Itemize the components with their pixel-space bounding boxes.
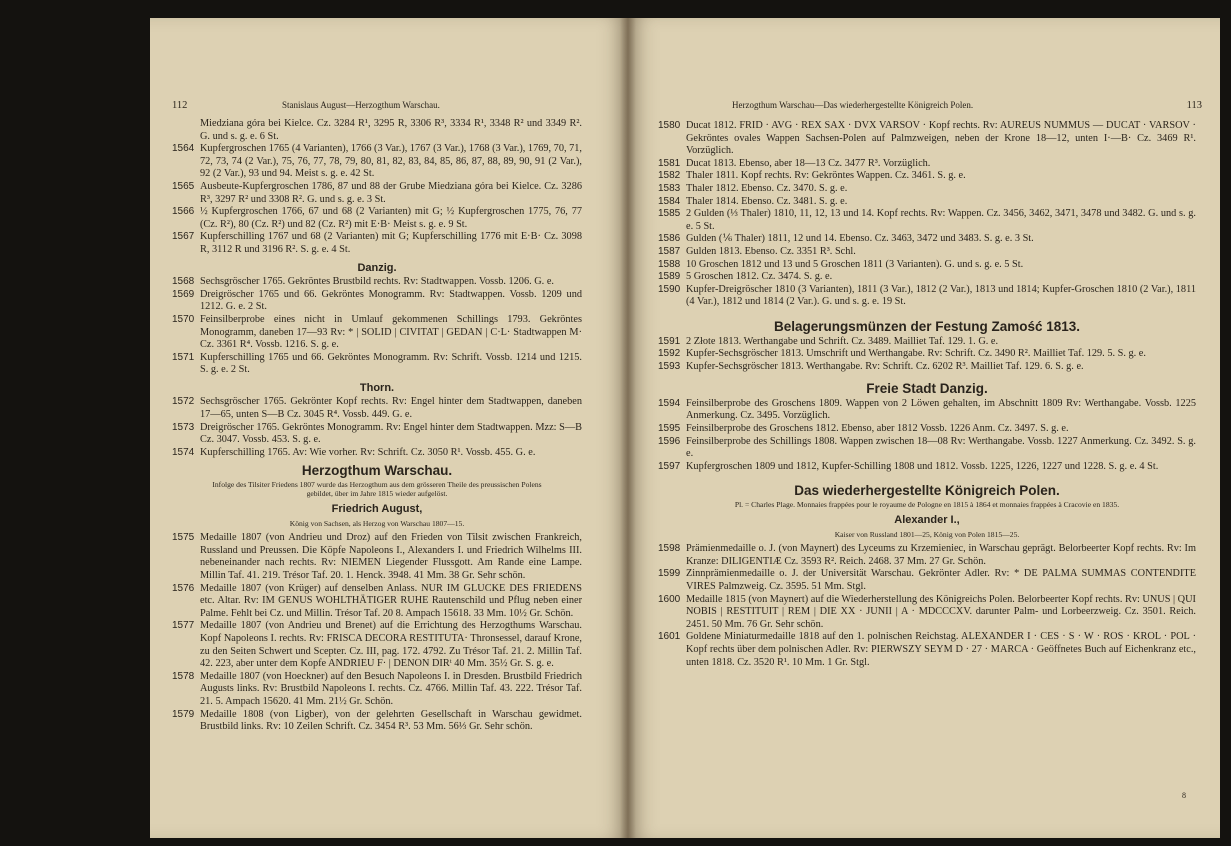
lead-text: Miedziana góra bei Kielce. Cz. 3284 R¹, 3295 R, 3306 R³, 3334 R¹, 3348 R² und 3349 R². G. und s. g. e. 6 St. xyxy=(200,118,582,142)
catalog-entry xyxy=(658,196,1196,209)
catalog-entry xyxy=(658,336,1196,349)
catalog-entry xyxy=(658,348,1196,361)
entry-number: 1591 xyxy=(658,335,681,347)
entry-number: 1574 xyxy=(172,446,195,458)
entry-text: Sechsgröscher 1765. Gekrönter Kopf rechts. Rv: Engel hinter dem Stadtwappen, daneben 17—65, unten S—B Cz. 3045 R⁴. Vossb. 449. G. e. xyxy=(200,396,582,421)
catalog-entry xyxy=(658,423,1196,436)
entry-text: Prämienmedaille o. J. (von Maynert) des Lyceums zu Krzemieniec, in Warschau geprägt. Belorbeerter Kopf rechts. Rv: Im Kranze: DILIGENTIÆ Cz. 3593 R². Reich. 2468. 37 Mm. 27 Gr. Schön. xyxy=(686,543,1196,567)
entry-number: 1588 xyxy=(658,258,681,270)
entry-number: 1583 xyxy=(658,182,681,194)
section-heading-freie-stadt-danzig: Freie Stadt Danzig. xyxy=(866,381,988,397)
entry-list-alexander xyxy=(658,543,1196,669)
entry-number: 1596 xyxy=(658,435,681,447)
entry-number: 1584 xyxy=(658,195,681,207)
entry-number: 1570 xyxy=(172,313,195,325)
ruler-subtitle-alexander: Kaiser von Russland 1801—25, König von Polen 1815—25. xyxy=(834,529,1020,539)
entry-text: Goldene Miniaturmedaille 1818 auf den 1. polnischen Reichstag. ALEXANDER I · CES · S · W · ROS · KROL · POL · Kopf rechts über dem polnischen Adler. Rv: PIERWSZY SEYM D · 27 · MARCA · Geöffnetes Buch auf Eichenkranz etc., unten 1818. Cz. 3520 R¹. 10 Mm. 1 Gr. Stgl. xyxy=(686,631,1196,668)
entry-text: Gulden (⅙ Thaler) 1811, 12 und 14. Ebenso. Cz. 3463, 3472 und 3483. S. g. e. 3 St. xyxy=(686,233,1034,245)
entry-text: Kupfergroschen 1765 (4 Varianten), 1766 (3 Var.), 1767 (3 Var.), 1768 (3 Var.), 1769, 70, 71, 72, 73, 74 (2 Var.), 75, 76, 77, 78, 79, 80, 81, 82, 83, 84, 85, 86, 87, 88, 89, 90, 91 (2 Var.), 92 (2 Var.), 93 und 94. Meist s. g. e. 42 St. xyxy=(200,143,582,180)
entry-text: Medaille 1808 (von Ligber), von der gelehrten Gesellschaft in Warschau gewidmet. Brustbild links. Rv: 10 Zeilen Schrift. Cz. 3454 R³. 53 Mm. 56⅓ Gr. Sehr schön. xyxy=(200,708,582,733)
entry-text: Feinsilberprobe des Groschens 1809. Wappen von 2 Löwen gehalten, im Abschnitt 1809 Rv: Werthangabe. Vossb. 1225 Anmerkung. Cz. 3495. Vorzüglich. xyxy=(686,397,1196,422)
open-book xyxy=(150,18,1220,838)
entry-list-coins xyxy=(658,120,1196,309)
entry-text: 10 Groschen 1812 und 13 und 5 Groschen 1811 (3 Varianten). G. und s. g. e. 5 St. xyxy=(686,258,1024,270)
entry-number: 1575 xyxy=(172,532,195,544)
entry-number: 1567 xyxy=(172,231,195,243)
entry-text: Feinsilberprobe des Schillings 1808. Wappen zwischen 18—08 Rv: Werthangabe. Vossb. 1227 Anmerkung. Cz. 3492. S. g. e. xyxy=(686,435,1196,460)
catalog-entry xyxy=(658,461,1196,474)
entry-number: 1572 xyxy=(172,396,195,408)
entry-number: 1578 xyxy=(172,670,195,682)
catalog-entry xyxy=(172,314,582,352)
entry-text: Ducat 1813. Ebenso, aber 18—13 Cz. 3477 R³. Vorzüglich. xyxy=(686,157,931,169)
entry-list-belagerung xyxy=(658,336,1196,374)
entry-text: Ducat 1812. FRID · AVG · REX SAX · DVX VARSOV · Kopf rechts. Rv: AUREUS NUMMUS — DUCAT · VARSOV · Gekröntes ovales Wappen Sachsen-Polen auf Palmzweigen, neben der Krone 18—12, unten I·—B· Cz. 3469 R¹. Vorzüglich. xyxy=(686,120,1196,157)
catalog-entry xyxy=(658,361,1196,374)
entry-text: Kupfer-Sechsgröscher 1813. Werthangabe. Rv: Schrift. Cz. 6202 R³. Mailliet Taf. 129. 6. S. g. e. xyxy=(686,360,1084,372)
entry-number: 1571 xyxy=(172,351,195,363)
entry-number: 1597 xyxy=(658,460,681,472)
entry-text: Medaille 1807 (von Krüger) auf denselben Anlass. NUR IM GLUCKE DES FRIEDENS etc. Altar. Rv: IM GENUS WOHLTHÄTIGER RUHE Rautenschild und Pflug neben einer Palme. Fehlt bei Cz. und Millin. Trésor Taf. 20 8. Ampach 15618. 33 Mm. 10½ Gr. Schön. xyxy=(200,582,582,619)
entry-text: Kupfer-Sechsgröscher 1813. Umschrift und Werthangabe. Rv: Schrift. Cz. 3490 R². Mailliet Taf. 129. 5. S. g. e. xyxy=(686,348,1146,360)
catalog-entry xyxy=(658,568,1196,593)
entry-number: 1569 xyxy=(172,288,195,300)
entry-number: 1587 xyxy=(658,245,681,257)
entry-number: 1593 xyxy=(658,360,681,372)
entry-number: 1564 xyxy=(172,143,195,155)
ruler-heading-friedrich: Friedrich August, xyxy=(331,503,423,516)
catalog-entry xyxy=(658,158,1196,171)
entry-number: 1586 xyxy=(658,233,681,245)
left-page-number: 112 xyxy=(172,100,188,111)
left-running-title: Stanislaus August—Herzogthum Warschau. xyxy=(282,100,440,110)
entry-number: 1599 xyxy=(658,568,681,580)
entry-text: Medaille 1807 (von Andrieu und Brenet) auf die Errichtung des Herzogthums Warschau. Kopf Napoleons I. rechts. Rv: FRISCA DECORA RESTITUTA· Thronsessel, darauf Krone, zu den Seiten Schwert und Scepter. Cz. III, pag. 172. 4792. Zu Trésor Taf. 21. 2. Millin Taf. 42. 223, aber unter dem Kopfe ANDRIEU F· | DENON DIRᵗ 40 Mm. 35½ Gr. S. g. e. xyxy=(200,620,582,670)
entry-text: 2 Gulden (⅓ Thaler) 1810, 11, 12, 13 und 14. Kopf rechts. Rv: Wappen. Cz. 3456, 3462, 3471, 3478 und 3482. G. und s. g. e. 5 St. xyxy=(686,208,1196,232)
book-gutter xyxy=(620,18,636,838)
entry-number: 1589 xyxy=(658,271,681,283)
catalog-entry xyxy=(658,259,1196,272)
entry-number: 1581 xyxy=(658,157,681,169)
entry-number: 1594 xyxy=(658,397,681,409)
entry-number: 1568 xyxy=(172,276,195,288)
entry-text: Medaille 1807 (von Hoeckner) auf den Besuch Napoleons I. in Dresden. Brustbild Friedrich Augusts links. Rv: Brustbild Napoleons I. rechts. Cz. 4766. Millin Taf. 43. 222. Trésor Taf. 21. 5. Ampach 15620. 41 Mm. 21½ Gr. Schön. xyxy=(200,670,582,707)
entry-text: Feinsilberprobe eines nicht in Umlauf gekommenen Schillings 1793. Gekröntes Monogramm, daneben 17—93 Rv: * | SOLID | CIVITAT | GEDAN | C·L· Stadtwappen M· Cz. 3361 R⁴. Vossb. 1216. S. g. e. xyxy=(200,313,582,351)
entry-text: Thaler 1812. Ebenso. Cz. 3470. S. g. e. xyxy=(686,182,848,194)
entry-text: Medaille 1807 (von Andrieu und Droz) auf den Frieden von Tilsit zwischen Frankreich, Russland und Preussen. Die Köpfe Napoleons I., Alexanders I. und Friedrich Wilhelms III. nebeneinander nach rechts. Rv: NIEMEN Liegender Flussgott. Am Rande eine Lampe. Millin Taf. 41. 219. Trésor Taf. 20. 1. Henck. 3948. 41 Mm. 38 Gr. Sehr schön. xyxy=(200,532,582,581)
entry-text: Kupfer-Dreigröscher 1810 (3 Varianten), 1811 (3 Var.), 1812 (2 Var.), 1813 und 1814; Kupfer-Groschen 1810 (2 Var.), 1811 (4 Var.), 1812 und 1814 (2 Var.). G. und s. g. e. 19 St. xyxy=(686,283,1196,308)
entry-list-thorn xyxy=(172,396,582,459)
catalog-entry xyxy=(658,271,1196,284)
catalog-entry xyxy=(172,532,582,582)
entry-text: Kupferschilling 1765. Av: Wie vorher. Rv: Schrift. Cz. 3050 R¹. Vossb. 455. G. e. xyxy=(200,446,536,458)
entry-text: 5 Groschen 1812. Cz. 3474. S. g. e. xyxy=(686,271,833,283)
catalog-entry xyxy=(172,181,582,206)
section-heading-polen: Das wiederhergestellte Königreich Polen. xyxy=(794,483,1060,499)
entry-list-a xyxy=(172,143,582,256)
entry-number: 1595 xyxy=(658,423,681,435)
section-heading-herzogthum: Herzogthum Warschau. xyxy=(301,463,453,479)
entry-text: Thaler 1811. Kopf rechts. Rv: Gekröntes Wappen. Cz. 3461. S. g. e. xyxy=(686,170,966,182)
entry-number: 1580 xyxy=(658,120,681,131)
polen-note: Pl. = Charles Plage. Monnaies frappées pour le royaume de Pologne en 1815 à 1864 et monnaies frappées à Cracovie en 1835. xyxy=(734,500,1120,510)
entry-number: 1600 xyxy=(658,593,681,605)
catalog-entry xyxy=(172,231,582,256)
catalog-entry xyxy=(658,631,1196,669)
signature-mark: 8 xyxy=(1182,791,1186,800)
left-page xyxy=(150,18,628,838)
left-page-body xyxy=(172,118,582,734)
section-heading-belagerung: Belagerungsmünzen der Festung Zamość 1813. xyxy=(773,318,1081,334)
entry-text: ½ Kupfergroschen 1766, 67 und 68 (2 Varianten) mit G; ½ Kupfergroschen 1775, 76, 77 (Cz. R²), 80 (Cz. R²) und 82 (Cz. R²) mit E·B· Meist s. g. e. 9 St. xyxy=(200,206,582,230)
catalog-entry xyxy=(172,709,582,734)
entry-text: Kupferschilling 1767 und 68 (2 Varianten) mit G; Kupferschilling 1776 mit E·B· Cz. 3098 R, 3112 R und 3196 R². S. g. e. 4 St. xyxy=(200,231,582,255)
entry-number: 1579 xyxy=(172,708,195,720)
catalog-entry xyxy=(172,671,582,709)
right-running-title: Herzogthum Warschau—Das wiederhergestellte Königreich Polen. xyxy=(732,100,974,110)
catalog-entry xyxy=(172,276,582,289)
catalog-entry xyxy=(172,583,582,621)
entry-number: 1601 xyxy=(658,631,681,643)
catalog-entry xyxy=(172,206,582,231)
ruler-subtitle-friedrich: König von Sachsen, als Herzog von Warschau 1807—15. xyxy=(289,518,465,528)
catalog-entry xyxy=(658,284,1196,309)
section-heading-danzig: Danzig. xyxy=(357,261,397,274)
catalog-entry xyxy=(658,233,1196,246)
right-page-number: 113 xyxy=(1186,100,1202,111)
catalog-entry xyxy=(172,620,582,670)
entry-text: Kupfergroschen 1809 und 1812, Kupfer-Schilling 1808 und 1812. Vossb. 1225, 1226, 1227 und 1228. S. g. e. 4 St. xyxy=(686,460,1159,472)
catalog-entry xyxy=(172,396,582,421)
entry-number: 1592 xyxy=(658,348,681,360)
entry-number: 1585 xyxy=(658,208,681,220)
entry-text: Thaler 1814. Ebenso. Cz. 3481. S. g. e. xyxy=(686,195,848,207)
entry-text: Sechsgröscher 1765. Gekröntes Brustbild rechts. Rv: Stadtwappen. Vossb. 1206. G. e. xyxy=(200,276,554,288)
herzogthum-note: Infolge des Tilsiter Friedens 1807 wurde das Herzogthum aus dem grösseren Theile des preussischen Polens gebildet, über im Jahre 1815 wieder aufgelöst. xyxy=(212,480,542,499)
right-page xyxy=(628,18,1220,838)
catalog-entry xyxy=(172,289,582,314)
catalog-entry xyxy=(172,447,582,460)
entry-number: 1565 xyxy=(172,180,195,192)
entry-text: 2 Złote 1813. Werthangabe und Schrift. Cz. 3489. Mailliet Taf. 129. 1. G. e. xyxy=(686,335,999,347)
catalog-entry xyxy=(658,208,1196,233)
catalog-entry xyxy=(172,422,582,447)
entry-number: 1598 xyxy=(658,543,681,555)
entry-text: Feinsilberprobe des Groschens 1812. Ebenso, aber 1812 Vossb. 1226 Anm. Cz. 3497. S. g. e. xyxy=(686,423,1069,435)
entry-list-friedrich xyxy=(172,532,582,734)
entry-number: 1576 xyxy=(172,582,195,594)
entry-number: 1582 xyxy=(658,170,681,182)
catalog-entry xyxy=(658,246,1196,259)
entry-number: 1577 xyxy=(172,620,195,632)
left-running-head xyxy=(172,100,582,111)
entry-text: Ausbeute-Kupfergroschen 1786, 87 und 88 der Grube Miedziana góra bei Kielce. Cz. 3286 R³, 3297 R² und 3308 R². G. und s. g. e. 3 St. xyxy=(200,180,582,205)
entry-text: Kupferschilling 1765 und 66. Gekröntes Monogramm. Rv: Schrift. Vossb. 1214 und 1215. S. g. e. 2 St. xyxy=(200,351,582,376)
catalog-entry xyxy=(172,352,582,377)
catalog-entry xyxy=(658,594,1196,632)
catalog-entry xyxy=(658,170,1196,183)
entry-text: Dreigröscher 1765. Gekröntes Monogramm. Rv: Engel hinter dem Stadtwappen. Mzz: S—B Cz. 3047. Vossb. 453. S. g. e. xyxy=(200,421,582,446)
catalog-entry xyxy=(172,143,582,181)
catalog-entry xyxy=(658,436,1196,461)
right-page-body xyxy=(658,120,1196,669)
catalog-entry xyxy=(658,398,1196,423)
right-running-head xyxy=(732,100,1202,110)
entry-text: Medaille 1815 (von Maynert) auf die Wiederherstellung des Königreichs Polen. Belorbeerter Kopf rechts. Rv: UNUS | QUI NOBIS | RESTITUIT | REM | DIE XX · JUNII | A · MDCCCXV. darunter Palm- und Lorbeerzweig. Cz. 3501. Reich. 2451. 50 Mm. 76 Gr. Sehr schön. xyxy=(686,593,1196,630)
entry-number: 1566 xyxy=(172,206,195,218)
catalog-entry xyxy=(658,120,1196,158)
catalog-entry xyxy=(658,183,1196,196)
entry-text: Zinnprämienmedaille o. J. der Universität Warschau. Gekrönter Adler. Rv: * DE PALMA SUMMAS CONTENDITE VIRES Palmzweig. Cz. 3595. 51 Mm. Stgl. xyxy=(686,568,1196,592)
entry-text: Gulden 1813. Ebenso. Cz. 3351 R³. Schl. xyxy=(686,245,856,257)
entry-number: 1573 xyxy=(172,421,195,433)
section-heading-thorn: Thorn. xyxy=(359,381,395,394)
ruler-heading-alexander: Alexander I., xyxy=(894,514,960,527)
entry-number: 1590 xyxy=(658,283,681,295)
entry-list-freie-stadt-danzig xyxy=(658,398,1196,474)
entry-list-danzig xyxy=(172,276,582,377)
catalog-entry xyxy=(658,543,1196,568)
entry-text: Dreigröscher 1765 und 66. Gekröntes Monogramm. Rv: Stadtwappen. Vossb. 1209 und 1212. G. e. 2 St. xyxy=(200,288,582,313)
